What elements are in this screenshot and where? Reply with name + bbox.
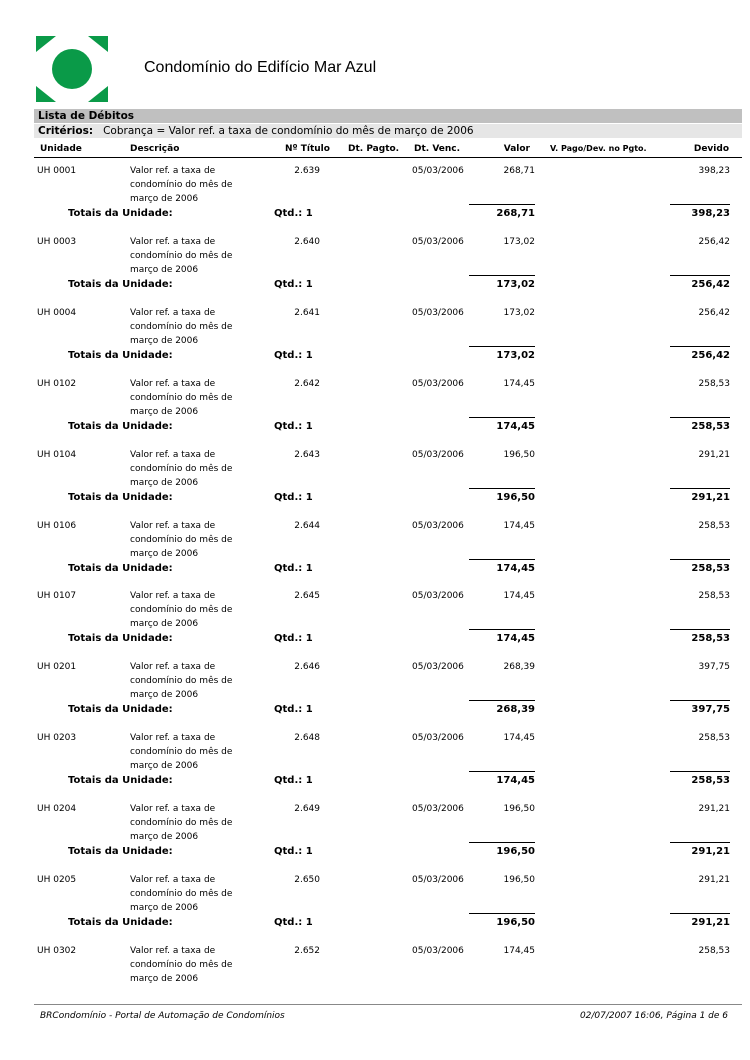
cell-descricao: Valor ref. a taxa de condomínio do mês de março de 2006 (130, 236, 233, 275)
cell-devido: 256,42 (698, 307, 730, 318)
unit-block (0, 235, 750, 305)
cell-devido: 291,21 (698, 875, 730, 885)
devido-subtotal-line (670, 346, 730, 347)
totals-valor: 173,02 (496, 349, 535, 361)
unit-block (0, 448, 750, 518)
totals-label: Totais da Unidade: (68, 491, 173, 503)
totals-devido: 397,75 (691, 704, 730, 716)
cell-valor: 173,02 (503, 236, 535, 247)
col-header-v-pago: V. Pago/Dev. no Pgto. (550, 144, 647, 153)
devido-subtotal-line (670, 771, 730, 772)
cell-dt-venc: 05/03/2006 (412, 945, 464, 956)
valor-subtotal-line (469, 346, 535, 347)
totals-devido: 258,53 (691, 775, 730, 787)
cell-devido: 258,53 (698, 520, 730, 531)
cell-descricao: Valor ref. a taxa de condomínio do mês de março de 2006 (130, 520, 233, 559)
cell-valor: 174,45 (503, 378, 535, 389)
totals-qtd: Qtd.: 1 (274, 278, 313, 290)
cell-valor: 174,45 (503, 591, 535, 602)
cell-titulo: 2.650 (294, 875, 320, 885)
criteria-value: Cobrança = Valor ref. a taxa de condomínio do mês de março de 2006 (103, 125, 474, 137)
totals-valor: 268,71 (496, 208, 535, 219)
cell-titulo: 2.639 (294, 166, 320, 176)
cell-unidade: UH 0003 (37, 236, 77, 247)
cell-dt-venc: 05/03/2006 (412, 733, 464, 744)
col-header-titulo: Nº Título (285, 144, 330, 154)
devido-subtotal-line (670, 559, 730, 560)
totals-label: Totais da Unidade: (68, 917, 173, 928)
col-header-dt-venc: Dt. Venc. (414, 144, 461, 154)
valor-subtotal-line (469, 204, 535, 205)
cell-devido: 258,53 (698, 945, 730, 956)
unit-block (0, 377, 750, 447)
devido-subtotal-line (670, 913, 730, 914)
cell-descricao: Valor ref. a taxa de condomínio do mês de março de 2006 (130, 875, 233, 913)
cell-devido: 258,53 (698, 591, 730, 602)
totals-label: Totais da Unidade: (68, 208, 173, 219)
cell-dt-venc: 05/03/2006 (412, 378, 464, 389)
footer-divider (34, 1004, 742, 1005)
cell-unidade: UH 0001 (37, 166, 77, 176)
totals-qtd: Qtd.: 1 (274, 491, 313, 503)
totals-qtd: Qtd.: 1 (274, 208, 313, 219)
totals-qtd: Qtd.: 1 (274, 349, 313, 361)
valor-subtotal-line (469, 700, 535, 701)
cell-dt-venc: 05/03/2006 (412, 662, 464, 673)
valor-subtotal-line (469, 488, 535, 489)
valor-subtotal-line (469, 842, 535, 843)
totals-label: Totais da Unidade: (68, 349, 173, 361)
cell-devido: 291,21 (698, 449, 730, 460)
cell-dt-venc: 05/03/2006 (412, 520, 464, 531)
cell-devido: 258,53 (698, 733, 730, 744)
totals-label: Totais da Unidade: (68, 278, 173, 290)
cell-descricao: Valor ref. a taxa de condomínio do mês de março de 2006 (130, 662, 233, 701)
valor-subtotal-line (469, 275, 535, 276)
totals-devido: 398,23 (691, 208, 730, 219)
cell-titulo: 2.646 (294, 662, 320, 673)
totals-valor: 174,45 (496, 633, 535, 645)
cell-unidade: UH 0102 (37, 378, 77, 389)
totals-devido: 258,53 (691, 633, 730, 645)
devido-subtotal-line (670, 700, 730, 701)
totals-devido: 258,53 (691, 420, 730, 432)
cell-valor: 268,71 (503, 166, 535, 176)
unit-block (0, 873, 750, 943)
totals-qtd: Qtd.: 1 (274, 633, 313, 645)
col-header-descricao: Descrição (130, 144, 180, 154)
cell-titulo: 2.643 (294, 449, 320, 460)
cell-valor: 196,50 (503, 449, 535, 460)
unit-block (0, 802, 750, 872)
devido-subtotal-line (670, 842, 730, 843)
cell-titulo: 2.642 (294, 378, 320, 389)
valor-subtotal-line (469, 913, 535, 914)
totals-devido: 256,42 (691, 349, 730, 361)
totals-qtd: Qtd.: 1 (274, 846, 313, 858)
cell-descricao: Valor ref. a taxa de condomínio do mês de março de 2006 (130, 307, 233, 346)
totals-label: Totais da Unidade: (68, 775, 173, 787)
totals-valor: 174,45 (496, 420, 535, 432)
totals-devido: 256,42 (691, 278, 730, 290)
totals-qtd: Qtd.: 1 (274, 420, 313, 432)
cell-valor: 196,50 (503, 875, 535, 885)
cell-devido: 258,53 (698, 378, 730, 389)
totals-qtd: Qtd.: 1 (274, 917, 313, 928)
totals-label: Totais da Unidade: (68, 633, 173, 645)
footer-right: 02/07/2007 16:06, Página 1 de 6 (579, 1011, 728, 1021)
totals-label: Totais da Unidade: (68, 704, 173, 716)
cell-dt-venc: 05/03/2006 (412, 804, 464, 815)
devido-subtotal-line (670, 488, 730, 489)
cell-devido: 397,75 (698, 662, 730, 673)
totals-valor: 174,45 (496, 775, 535, 787)
totals-qtd: Qtd.: 1 (274, 775, 313, 787)
totals-qtd: Qtd.: 1 (274, 562, 313, 574)
cell-titulo: 2.640 (294, 236, 320, 247)
cell-descricao: Valor ref. a taxa de condomínio do mês de março de 2006 (130, 591, 233, 630)
cell-titulo: 2.648 (294, 733, 320, 744)
col-header-unidade: Unidade (40, 144, 82, 154)
cell-unidade: UH 0106 (37, 520, 77, 531)
cell-unidade: UH 0104 (37, 449, 77, 460)
cell-unidade: UH 0205 (37, 875, 77, 885)
col-header-valor: Valor (503, 144, 530, 154)
cell-dt-venc: 05/03/2006 (412, 449, 464, 460)
totals-label: Totais da Unidade: (68, 562, 173, 574)
cell-devido: 398,23 (698, 166, 730, 176)
totals-qtd: Qtd.: 1 (274, 704, 313, 716)
devido-subtotal-line (670, 275, 730, 276)
totals-valor: 196,50 (496, 491, 535, 503)
totals-valor: 174,45 (496, 562, 535, 574)
cell-devido: 256,42 (698, 236, 730, 247)
valor-subtotal-line (469, 771, 535, 772)
cell-unidade: UH 0201 (37, 662, 77, 673)
totals-devido: 258,53 (691, 562, 730, 574)
cell-unidade: UH 0107 (37, 591, 77, 602)
cell-dt-venc: 05/03/2006 (412, 166, 464, 176)
totals-devido: 291,21 (691, 917, 730, 928)
cell-valor: 174,45 (503, 733, 535, 744)
cell-valor: 174,45 (503, 520, 535, 531)
criteria-label: Critérios: (38, 125, 94, 137)
totals-valor: 173,02 (496, 278, 535, 290)
totals-label: Totais da Unidade: (68, 420, 173, 432)
cell-titulo: 2.641 (294, 307, 320, 318)
devido-subtotal-line (670, 204, 730, 205)
unit-block (0, 519, 750, 589)
cell-dt-venc: 05/03/2006 (412, 236, 464, 247)
cell-descricao: Valor ref. a taxa de condomínio do mês de março de 2006 (130, 804, 233, 843)
cell-titulo: 2.649 (294, 804, 320, 815)
cell-dt-venc: 05/03/2006 (412, 875, 464, 885)
totals-valor: 196,50 (496, 846, 535, 858)
col-header-devido: Devido (693, 144, 729, 154)
cell-valor: 173,02 (503, 307, 535, 318)
footer-left: BRCondomínio - Portal de Automação de Condomínios (40, 1011, 285, 1021)
cell-valor: 174,45 (503, 945, 535, 956)
totals-valor: 268,39 (496, 704, 535, 716)
devido-subtotal-line (670, 629, 730, 630)
totals-label: Totais da Unidade: (68, 846, 173, 858)
cell-unidade: UH 0004 (37, 307, 77, 318)
cell-valor: 196,50 (503, 804, 535, 815)
cell-unidade: UH 0302 (37, 945, 77, 956)
cell-titulo: 2.652 (294, 945, 320, 956)
company-name: Condomínio do Edifício Mar Azul (144, 59, 377, 76)
cell-dt-venc: 05/03/2006 (412, 591, 464, 602)
unit-block (0, 306, 750, 376)
cell-titulo: 2.644 (294, 520, 320, 531)
cell-unidade: UH 0203 (37, 733, 77, 744)
totals-valor: 196,50 (496, 917, 535, 928)
valor-subtotal-line (469, 559, 535, 560)
cell-descricao: Valor ref. a taxa de condomínio do mês de março de 2006 (130, 378, 233, 417)
cell-descricao: Valor ref. a taxa de condomínio do mês de março de 2006 (130, 733, 233, 772)
unit-block (0, 164, 750, 234)
cell-descricao: Valor ref. a taxa de condomínio do mês de março de 2006 (130, 449, 233, 488)
totals-devido: 291,21 (691, 491, 730, 503)
report-title: Lista de Débitos (34, 109, 742, 123)
cell-devido: 291,21 (698, 804, 730, 815)
unit-block (0, 660, 750, 730)
cell-titulo: 2.645 (294, 591, 320, 602)
unit-block (0, 731, 750, 801)
cell-descricao: Valor ref. a taxa de condomínio do mês de março de 2006 (130, 945, 233, 984)
valor-subtotal-line (469, 417, 535, 418)
valor-subtotal-line (469, 629, 535, 630)
totals-devido: 291,21 (691, 846, 730, 858)
cell-descricao: Valor ref. a taxa de condomínio do mês de março de 2006 (130, 166, 233, 204)
unit-block (0, 589, 750, 659)
devido-subtotal-line (670, 417, 730, 418)
cell-unidade: UH 0204 (37, 804, 77, 815)
col-header-dt-pagto: Dt. Pagto. (348, 144, 400, 154)
cell-dt-venc: 05/03/2006 (412, 307, 464, 318)
cell-valor: 268,39 (503, 662, 535, 673)
